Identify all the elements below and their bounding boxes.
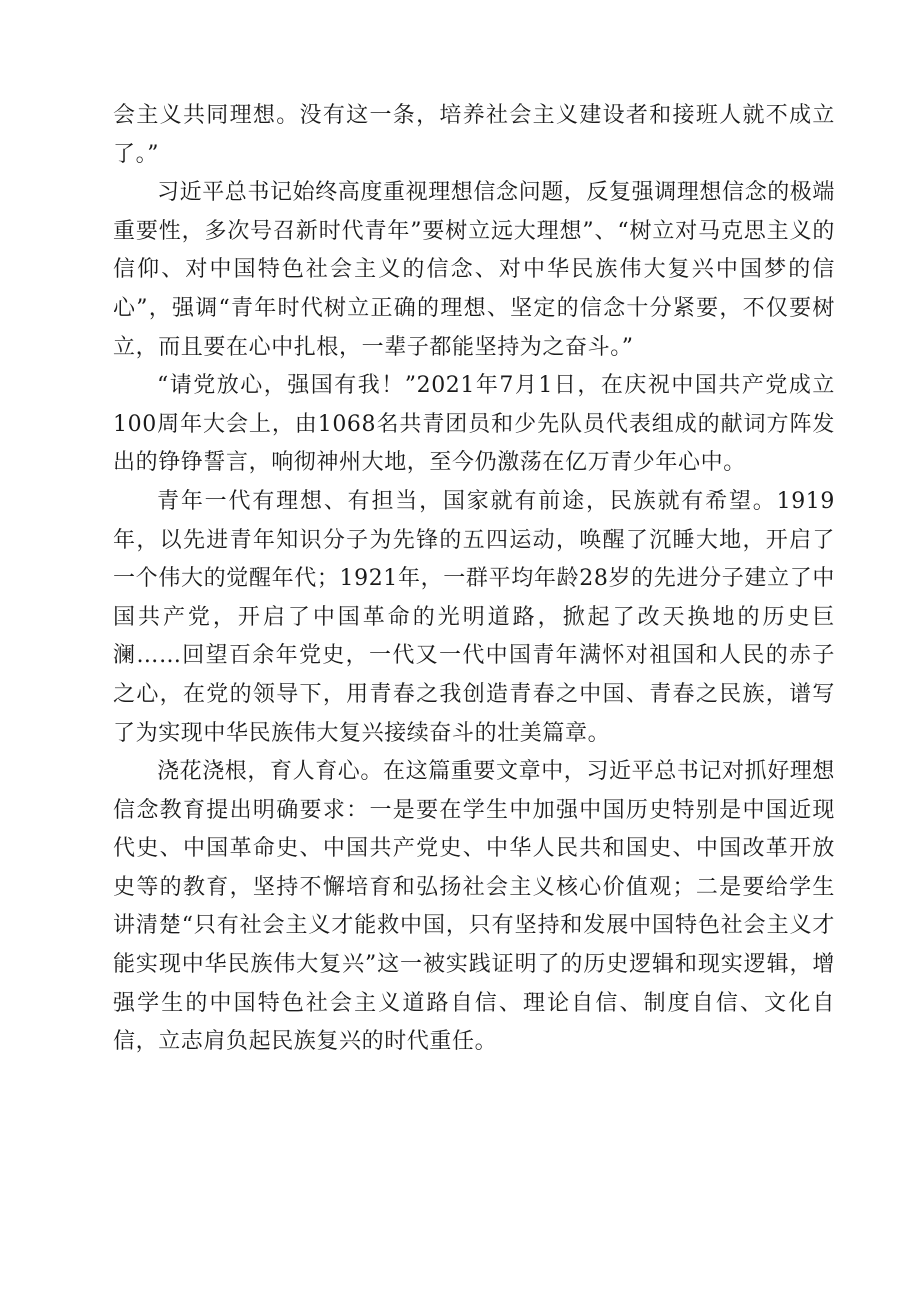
paragraph-oath: “请党放心，强国有我！”2021年7月1日，在庆祝中国共产党成立100周年大会上，由1068名共青团员和少先队员代表组成的献词方阵发出的铮铮誓言，响彻神州大地，至今仍激荡在亿万青少年心中。 <box>113 373 835 476</box>
paragraph-continued: 会主义共同理想。没有这一条，培养社会主义建设者和接班人就不成立了。” <box>113 103 835 167</box>
paragraph-education: 浇花浇根，育人育心。在这篇重要文章中，习近平总书记对抓好理想信念教育提出明确要求：一是要在学生中加强中国历史特别是中国近现代史、中国革命史、中国共产党史、中华人民共和国史、中国改革开放史等的教育，坚持不懈培育和弘扬社会主义核心价值观；二是要给学生讲清楚“只有社会主义才能救中国，只有坚持和发展中国特色社会主义才能实现中华民族伟大复兴”这一被实践证明了的历史逻辑和现实逻辑，增强学生的中国特色社会主义道路自信、理论自信、制度自信、文化自信，立志肩负起民族复兴的时代重任。 <box>113 759 836 1055</box>
article-body <box>113 97 835 1062</box>
paragraph-ideals: 习近平总书记始终高度重视理想信念问题，反复强调理想信念的极端重要性，多次号召新时代青年”要树立远大理想”、“树立对马克思主义的信仰、对中国特色社会主义的信念、对中华民族伟大复兴中国梦的信心”，强调“青年时代树立正确的理想、坚定的信念十分紧要，不仅要树立，而且要在心中扎根，一辈子都能坚持为之奋斗。” <box>113 180 836 360</box>
paragraph-youth-history: 青年一代有理想、有担当，国家就有前途，民族就有希望。1919年，以先进青年知识分子为先锋的五四运动，唤醒了沉睡大地，开启了一个伟大的觉醒年代；1921年，一群平均年龄28岁的先进分子建立了中国共产党，开启了中国革命的光明道路，掀起了改天换地的历史巨澜……回望百余年党史，一代又一代中国青年满怀对祖国和人民的赤子之心，在党的领导下，用青春之我创造青春之中国、青春之民族，谱写了为实现中华民族伟大复兴接续奋斗的壮美篇章。 <box>113 488 835 746</box>
